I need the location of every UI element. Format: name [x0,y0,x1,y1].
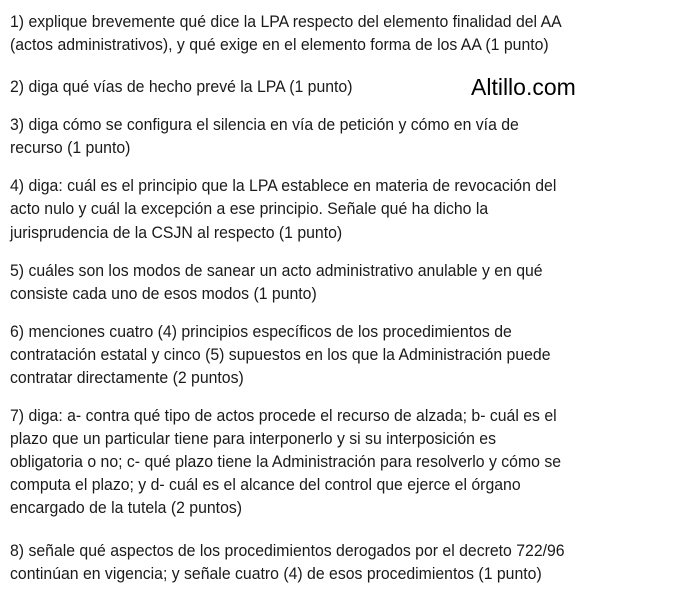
question-1-line: (actos administrativos), y qué exige en el elemento forma de los AA (1 punto) [10,35,549,54]
question-7-line: computa el plazo; y d- cuál es el alcance del control que ejerce el órgano [10,475,521,494]
question-3-line: 3) diga cómo se configura el silencia en vía de petición y cómo en vía de [10,115,519,134]
question-7-line: plazo que un particular tiene para interponerlo y si su interposición es [10,429,497,448]
question-4-line: 4) diga: cuál es el principio que la LPA establece en materia de revocación del [10,176,557,195]
question-8-line: 8) señale qué aspectos de los procedimientos derogados por el decreto 722/96 [10,541,565,560]
question-6-line: contratación estatal y cinco (5) supuestos en los que la Administración puede [10,345,551,364]
question-2-line: 2) diga qué vías de hecho prevé la LPA (1 punto) [10,77,353,96]
question-7-line: 7) diga: a- contra qué tipo de actos procede el recurso de alzada; b- cuál es el [10,406,557,425]
question-3-line: recurso (1 punto) [10,138,131,157]
question-7-line: encargado de la tutela (2 puntos) [10,498,243,517]
question-4-line: jurisprudencia de la CSJN al respecto (1 punto) [10,223,343,242]
question-5-line: 5) cuáles son los modos de sanear un acto administrativo anulable y en qué [10,261,543,280]
question-6-line: contratar directamente (2 puntos) [10,368,244,387]
question-8-line: continúan en vigencia; y señale cuatro (4) de esos procedimientos (1 punto) [10,564,542,583]
watermark-logo: Altillo.com [471,74,576,100]
question-1-line: 1) explique brevemente qué dice la LPA respecto del elemento finalidad del AA [10,12,562,31]
question-4-line: acto nulo y cuál la excepción a ese principio. Señale qué ha dicho la [10,199,489,218]
question-7-line: obligatoria o no; c- qué plazo tiene la Administración para resolverlo y cómo se [10,452,562,471]
question-6-line: 6) menciones cuatro (4) principios específicos de los procedimientos de [10,322,512,341]
question-5-line: consiste cada uno de esos modos (1 punto) [10,284,317,303]
